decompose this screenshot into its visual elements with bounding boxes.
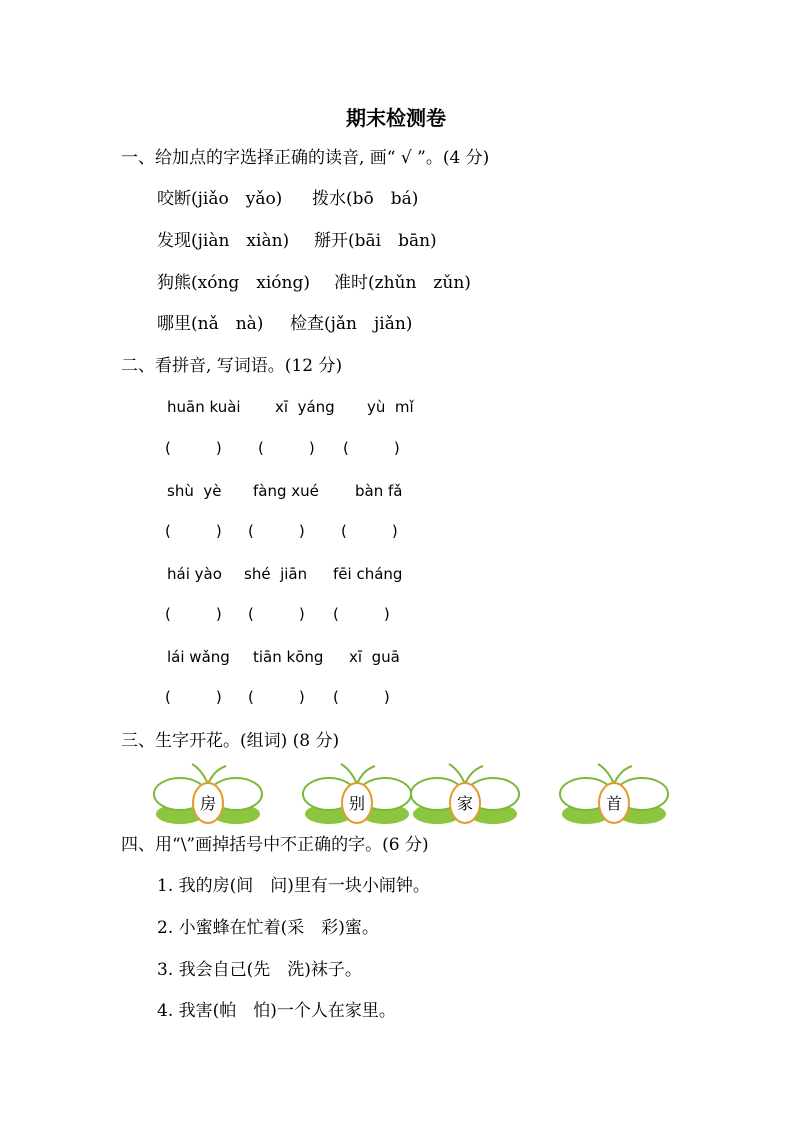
flower-character: 房 — [199, 794, 216, 813]
pinyin-1-2: xī yáng — [275, 398, 335, 416]
pinyin-4-3: xī guā — [349, 648, 400, 666]
page-title: 期末检测卷 — [346, 106, 446, 130]
pinyin-2-3: bàn fǎ — [355, 482, 403, 500]
q4-item-4: 4. 我害(帕 怕)一个人在家里。 — [157, 1001, 396, 1021]
section-4-heading: 四、用“\”画掉括号中不正确的字。(6 分) — [121, 835, 429, 855]
answer-blank[interactable]: ( ) — [343, 439, 400, 457]
answer-blank[interactable]: ( ) — [341, 522, 398, 540]
flower-character: 别 — [348, 794, 365, 813]
answer-blank[interactable]: ( ) — [165, 688, 222, 706]
answer-blank[interactable]: ( ) — [248, 605, 305, 623]
q1-row2-left: 发现(jiàn xiàn) — [157, 231, 290, 251]
answer-blank[interactable]: ( ) — [333, 605, 390, 623]
flower-diagram — [558, 762, 670, 826]
pinyin-4-2: tiān kōng — [253, 648, 324, 666]
pinyin-2-2: fàng xué — [253, 482, 319, 500]
answer-blank[interactable]: ( ) — [165, 522, 222, 540]
q1-row1-right: 拨水(bō bá) — [312, 189, 419, 209]
q4-item-2: 2. 小蜜蜂在忙着(采 彩)蜜。 — [157, 918, 379, 938]
q1-row3-left: 狗熊(xóng xióng) — [157, 273, 311, 293]
answer-blank[interactable]: ( ) — [165, 605, 222, 623]
pinyin-3-3: fēi cháng — [333, 565, 403, 583]
pinyin-1-3: yù mǐ — [367, 398, 414, 416]
section-2-heading: 二、看拼音, 写词语。(12 分) — [121, 356, 343, 376]
pinyin-4-1: lái wǎng — [167, 648, 230, 666]
q4-item-3: 3. 我会自己(先 洗)袜子。 — [157, 960, 362, 980]
pinyin-3-1: hái yào — [167, 565, 222, 583]
q4-item-1: 1. 我的房(间 问)里有一块小闹钟。 — [157, 876, 430, 896]
section-3-heading: 三、生字开花。(组词) (8 分) — [121, 731, 340, 751]
q1-row2-right: 掰开(bāi bān) — [314, 231, 437, 251]
flower-diagram — [301, 762, 413, 826]
flower-diagram — [409, 762, 521, 826]
q1-row1-left: 咬断(jiǎo yǎo) — [157, 189, 283, 209]
answer-blank[interactable]: ( ) — [165, 439, 222, 457]
flower-diagram — [152, 762, 264, 826]
q1-row3-right: 准时(zhǔn zǔn) — [334, 273, 471, 293]
answer-blank[interactable]: ( ) — [248, 522, 305, 540]
flower-character: 首 — [605, 794, 622, 813]
answer-blank[interactable]: ( ) — [333, 688, 390, 706]
answer-blank[interactable]: ( ) — [248, 688, 305, 706]
section-1-heading: 一、给加点的字选择正确的读音, 画“ √ ”。(4 分) — [121, 148, 490, 168]
pinyin-3-2: shé jiān — [244, 565, 308, 583]
q1-row4-left: 哪里(nǎ nà) — [157, 314, 264, 334]
pinyin-1-1: huān kuài — [167, 398, 241, 416]
q1-row4-right: 检查(jǎn jiǎn) — [290, 314, 413, 334]
answer-blank[interactable]: ( ) — [258, 439, 315, 457]
pinyin-2-1: shù yè — [167, 482, 222, 500]
flower-character: 家 — [456, 794, 473, 813]
